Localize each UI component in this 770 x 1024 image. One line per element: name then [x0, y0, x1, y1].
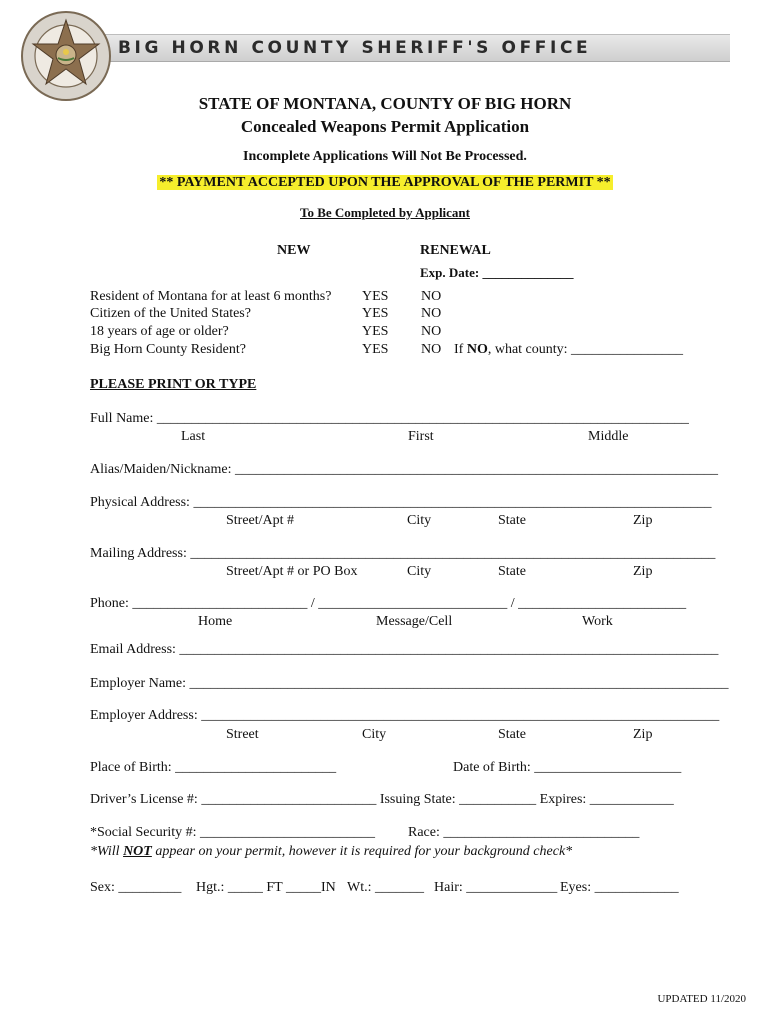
- phone-cell-label: Message/Cell: [376, 614, 453, 629]
- county-prompt-bold: NO: [466, 342, 488, 357]
- payment-notice: [0, 175, 770, 191]
- applicant-heading: To Be Completed by Applicant: [300, 205, 470, 220]
- phone-work-label: Work: [582, 614, 613, 629]
- email-field[interactable]: Email Address: _____________________________________________________________________________: [90, 642, 719, 657]
- weight-field[interactable]: Wt.: _______: [347, 880, 424, 895]
- exp-date-field[interactable]: Exp. Date: ______________: [420, 265, 574, 280]
- mailing-city-label: City: [407, 564, 432, 579]
- full-name-field[interactable]: Full Name: ____________________________________________________________________________: [90, 411, 689, 426]
- title-permit: Concealed Weapons Permit Application: [240, 117, 530, 136]
- hair-field[interactable]: Hair: _____________: [434, 880, 558, 895]
- physical-address-field[interactable]: Physical Address: __________________________________________________________________________: [90, 495, 712, 510]
- incomplete-notice: Incomplete Applications Will Not Be Processed.: [243, 149, 527, 164]
- mailing-zip-label: Zip: [633, 564, 653, 579]
- ssn-note: [90, 844, 572, 860]
- header-banner: [88, 34, 730, 62]
- payment-notice-text: ** PAYMENT ACCEPTED UPON THE APPROVAL OF THE PERMIT **: [159, 175, 611, 190]
- full-name-first-label: First: [408, 429, 434, 444]
- yes-option[interactable]: YES: [362, 342, 389, 357]
- question-row: 18 years of age or older?: [90, 324, 229, 339]
- phone-home-label: Home: [198, 614, 233, 629]
- no-option[interactable]: NO: [421, 306, 442, 321]
- employer-zip-label: Zip: [633, 727, 653, 742]
- eyes-field[interactable]: Eyes: ____________: [560, 880, 679, 895]
- place-of-birth-field[interactable]: Place of Birth: _______________________: [90, 760, 337, 775]
- race-field[interactable]: Race: ____________________________: [408, 825, 640, 840]
- ssn-field[interactable]: *Social Security #: _________________________: [90, 825, 376, 840]
- yes-option[interactable]: YES: [362, 324, 389, 339]
- employer-name-field[interactable]: Employer Name: _____________________________________________________________________________: [90, 676, 729, 691]
- question-row: Citizen of the United States?: [90, 306, 251, 321]
- no-option[interactable]: NO: [421, 289, 442, 304]
- new-option[interactable]: NEW: [277, 243, 311, 258]
- sex-field[interactable]: Sex: _________: [90, 880, 182, 895]
- no-option[interactable]: NO: [421, 324, 442, 339]
- county-prompt-post: , what county: ________________: [487, 342, 684, 357]
- full-name-last-label: Last: [181, 429, 206, 444]
- physical-city-label: City: [407, 513, 432, 528]
- mailing-address-field[interactable]: Mailing Address: ___________________________________________________________________________: [90, 546, 716, 561]
- phone-field[interactable]: Phone: _________________________ / ___________________________ / ________________________: [90, 596, 687, 611]
- employer-street-label: Street: [226, 727, 259, 742]
- height-field[interactable]: Hgt.: _____ FT _____IN: [196, 880, 336, 895]
- mailing-street-label: Street/Apt # or PO Box: [226, 564, 358, 579]
- no-option[interactable]: NO: [421, 342, 442, 357]
- drivers-license-field[interactable]: Driver’s License #: _________________________ Issuing State: ___________ Expires: ____________: [90, 792, 674, 807]
- physical-street-label: Street/Apt #: [226, 513, 295, 528]
- employer-city-label: City: [362, 727, 387, 742]
- mailing-state-label: State: [498, 564, 526, 579]
- county-field[interactable]: [454, 342, 683, 358]
- physical-state-label: State: [498, 513, 526, 528]
- yes-option[interactable]: YES: [362, 306, 389, 321]
- updated-footer: UPDATED 11/2020: [657, 993, 746, 1005]
- alias-field[interactable]: Alias/Maiden/Nickname: _____________________________________________________________________: [90, 462, 719, 477]
- title-state-county: STATE OF MONTANA, COUNTY OF BIG HORN: [198, 94, 572, 113]
- employer-address-field[interactable]: Employer Address: __________________________________________________________________________: [90, 708, 720, 723]
- yes-option[interactable]: YES: [362, 289, 389, 304]
- question-row: Big Horn County Resident?: [90, 342, 246, 357]
- header-banner-text: BIG HORN COUNTY SHERIFF'S OFFICE: [118, 38, 592, 58]
- ssn-note-not: NOT: [123, 844, 152, 859]
- county-prompt-pre: If: [454, 342, 467, 357]
- print-heading: PLEASE PRINT OR TYPE: [90, 377, 257, 392]
- renewal-option[interactable]: RENEWAL: [420, 243, 491, 258]
- ssn-note-pre: *Will: [90, 844, 124, 859]
- ssn-note-post: appear on your permit, however it is required for your background check*: [151, 844, 573, 859]
- physical-zip-label: Zip: [633, 513, 653, 528]
- question-row: Resident of Montana for at least 6 months?: [90, 289, 332, 304]
- full-name-middle-label: Middle: [588, 429, 629, 444]
- sheriff-seal-icon: [20, 10, 112, 102]
- date-of-birth-field[interactable]: Date of Birth: _____________________: [453, 760, 682, 775]
- employer-state-label: State: [498, 727, 526, 742]
